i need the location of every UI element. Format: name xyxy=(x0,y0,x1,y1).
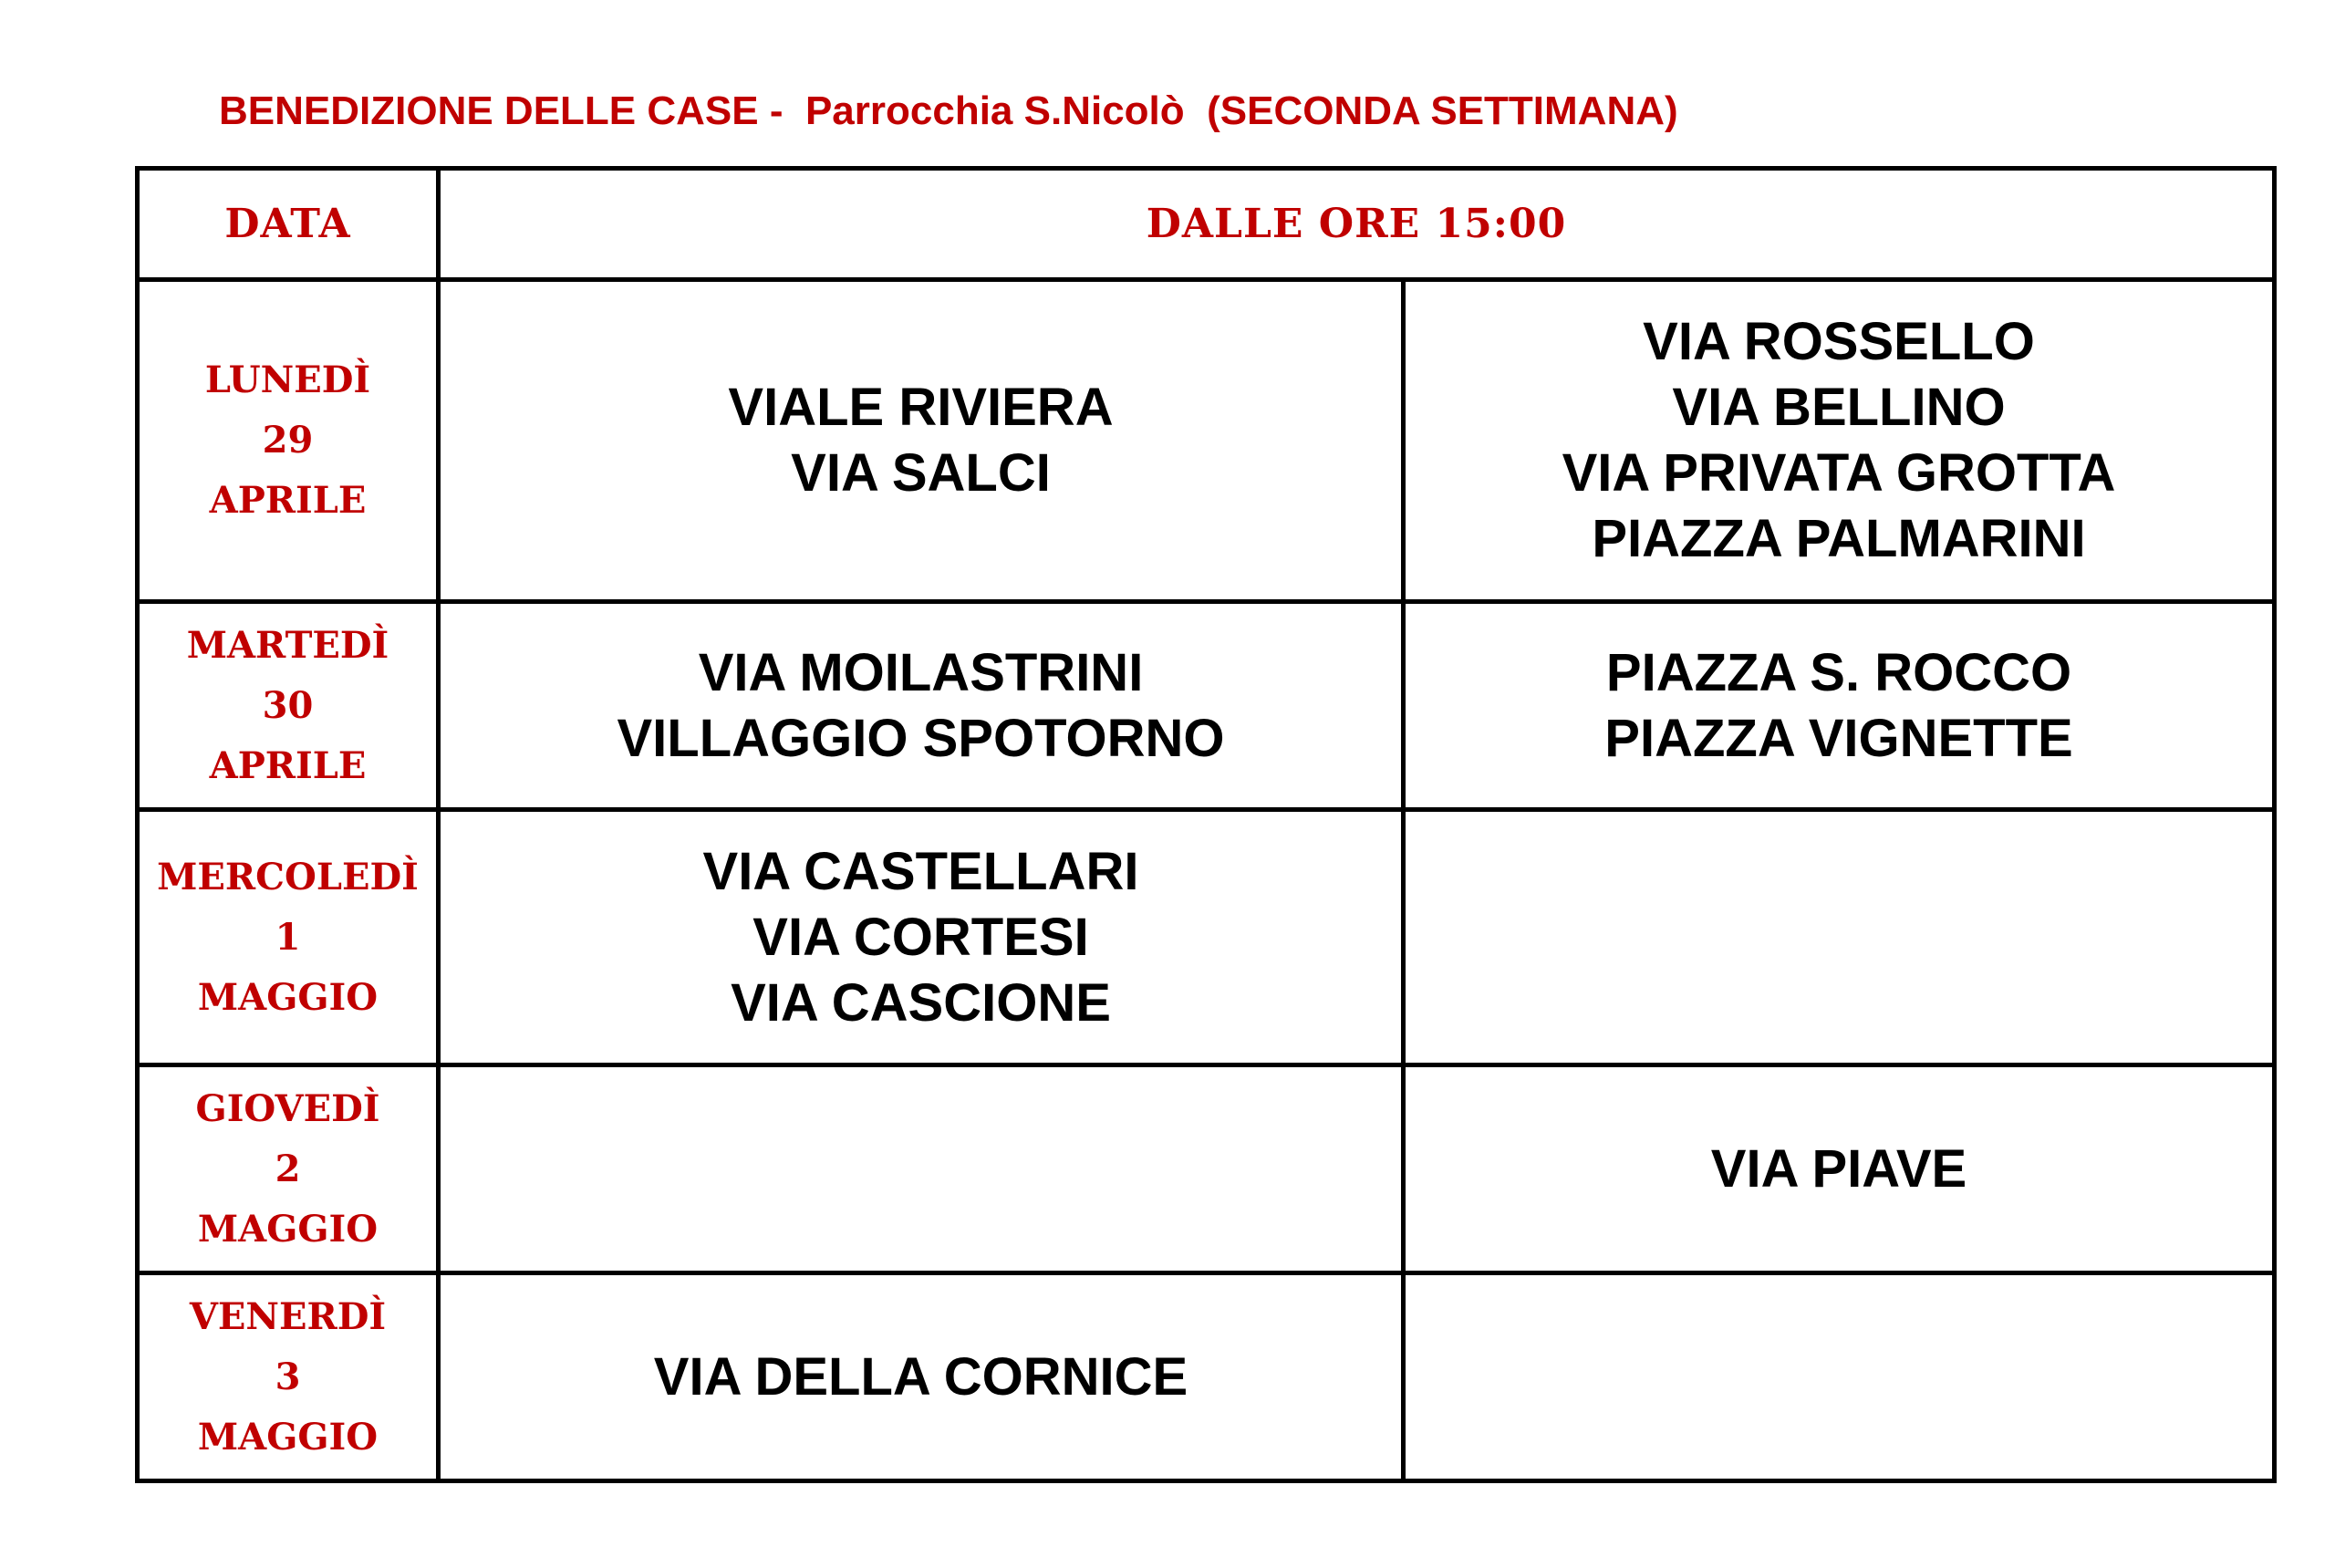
street-name: VIA CORTESI xyxy=(752,907,1089,967)
streets-cell-second xyxy=(1404,810,2275,1065)
day-number: 29 xyxy=(262,419,314,462)
street-name: VIA CASTELLARI xyxy=(702,841,1139,901)
streets-cell-second xyxy=(1404,1273,2275,1481)
streets-cell-second xyxy=(1404,602,2275,810)
header-date: DATA xyxy=(138,169,439,280)
date-cell xyxy=(138,1065,439,1273)
day-name: VENERDÌ xyxy=(189,1294,387,1338)
streets-cell-second xyxy=(1404,1065,2275,1273)
streets-cell-first xyxy=(439,810,1404,1065)
street-name: VIA CASCIONE xyxy=(731,972,1111,1033)
month-name: APRILE xyxy=(209,743,367,787)
street-name: PIAZZA VIGNETTE xyxy=(1604,708,2073,768)
day-number: 30 xyxy=(262,683,314,727)
day-name: GIOVEDÌ xyxy=(195,1086,380,1130)
day-name: MARTEDÌ xyxy=(186,623,389,667)
month-name: MAGGIO xyxy=(197,1207,379,1251)
day-number: 1 xyxy=(275,915,301,959)
street-name: PIAZZA S. ROCCO xyxy=(1605,642,2072,702)
street-name: VIA PIAVE xyxy=(1710,1138,1967,1199)
street-name: VIA ROSSELLO xyxy=(1643,312,2035,371)
street-name: VIA DELLA CORNICE xyxy=(653,1346,1188,1407)
month-name: MAGGIO xyxy=(197,1415,379,1459)
date-cell xyxy=(138,280,439,602)
street-name: PIAZZA PALMARINI xyxy=(1592,509,2086,568)
table-row xyxy=(138,280,2275,602)
table-row xyxy=(138,810,2275,1065)
date-cell xyxy=(138,810,439,1065)
streets-cell-first xyxy=(439,602,1404,810)
street-name: VIA BELLINO xyxy=(1672,378,2006,437)
street-name: VIA MOILASTRINI xyxy=(698,642,1144,702)
streets-cell-second xyxy=(1404,280,2275,602)
day-name: LUNEDÌ xyxy=(204,358,371,401)
streets-cell-first xyxy=(439,1065,1404,1273)
day-number: 2 xyxy=(275,1147,301,1190)
day-number: 3 xyxy=(275,1355,301,1398)
date-cell xyxy=(138,602,439,810)
date-cell xyxy=(138,1273,439,1481)
table-row xyxy=(138,1273,2275,1481)
street-name: VILLAGGIO SPOTORNO xyxy=(617,708,1225,768)
schedule-table xyxy=(135,166,2277,1483)
header-time: DALLE ORE 15:00 xyxy=(439,169,2275,280)
streets-cell-first xyxy=(439,1273,1404,1481)
street-name: VIA SALCI xyxy=(791,443,1051,503)
table-header-row xyxy=(138,169,2275,280)
table-row xyxy=(138,1065,2275,1273)
day-name: MERCOLEDÌ xyxy=(157,855,419,898)
month-name: MAGGIO xyxy=(197,975,379,1019)
month-name: APRILE xyxy=(209,479,367,522)
streets-cell-first xyxy=(439,280,1404,602)
table-row xyxy=(138,602,2275,810)
street-name: VIALE RIVIERA xyxy=(728,378,1114,437)
page-title: BENEDIZIONE DELLE CASE - Parrocchia S.Nicolò (SECONDA SETTIMANA) xyxy=(219,88,1678,133)
street-name: VIA PRIVATA GROTTA xyxy=(1562,443,2116,503)
